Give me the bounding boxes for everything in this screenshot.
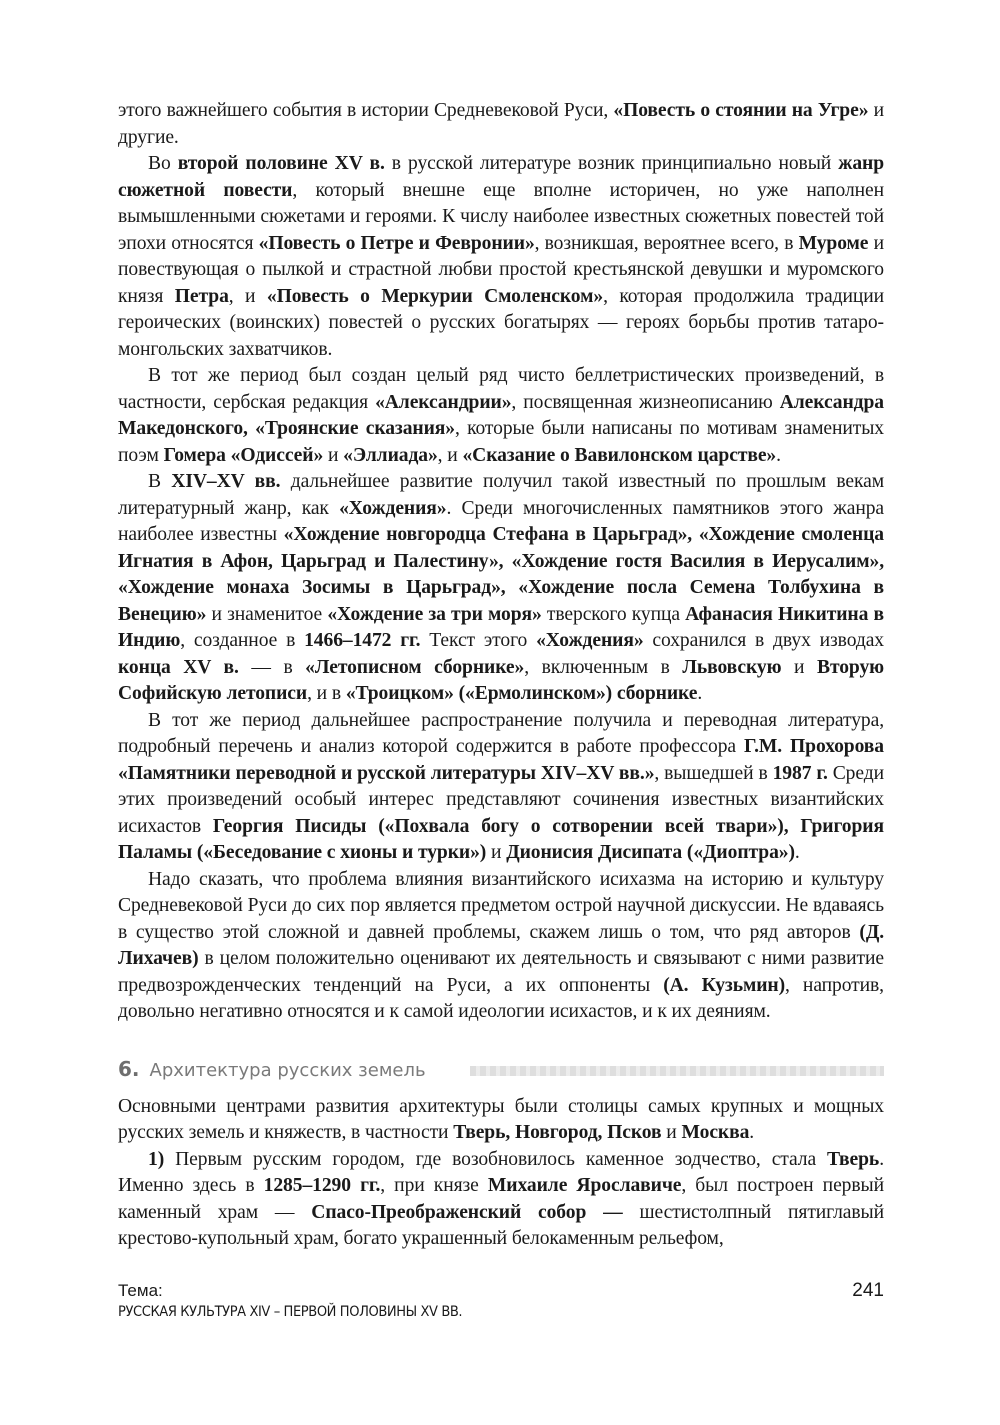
section-title: Архитектура русских земель: [149, 1059, 426, 1081]
bold-run: «Хождения»: [339, 497, 447, 519]
bold-run: Спасо-Преображенский собор —: [311, 1201, 623, 1223]
bold-run: «Эллиада»: [343, 444, 438, 466]
paragraph: [118, 363, 884, 469]
text-run: этого важнейшего события в истории Средневековой Руси,: [118, 100, 614, 121]
text-run: и: [486, 842, 507, 863]
paragraph: [118, 867, 884, 1026]
bold-run: «Повесть о Петре и Февронии»: [258, 232, 535, 254]
paragraph: [118, 98, 884, 151]
bold-run: Вторую Софийскую летописи: [118, 656, 885, 704]
bold-run: Георгия Писиды («Похвала богу о сотворении всей твари»), Григория Паламы («Беседование с хионы и турки»): [118, 815, 884, 863]
text-block-architecture: [118, 1094, 884, 1253]
text-run: .: [749, 1122, 755, 1143]
text-run: В: [148, 471, 172, 492]
bold-run: Львовскую: [682, 656, 782, 678]
text-run: , вышедшей в: [654, 762, 773, 784]
bold-run: Г.М. Прохорова «Памятники переводной и русской литературы XIV–XV вв.»: [118, 736, 884, 784]
bold-run: Дионисия Дисипата («Диоптра»): [506, 842, 795, 863]
text-run: , посвященная жизнеописанию: [511, 391, 780, 413]
text-run: , возникшая, вероятнее всего, в: [534, 232, 799, 254]
paragraph: [118, 151, 884, 363]
paragraph: [118, 1147, 884, 1253]
text-run: , которая продолжила традиции героических (воинских) повестей о русских богатырях — героях борьбы против татаро-монгольских захватчиков.: [118, 285, 884, 360]
section-heading: [118, 1054, 884, 1084]
text-run: , созданное в: [180, 630, 305, 651]
bold-run: Муроме: [798, 232, 869, 254]
text-run: , напротив, довольно негативно относятся и к самой идеологии исихастов, и к их деяниям.: [118, 974, 884, 1022]
bold-run: «Хождение за три моря»: [327, 603, 542, 625]
text-run: .: [776, 444, 781, 466]
page-footer: [118, 1280, 884, 1322]
text-run: Среди этих произведений особый интерес представляют сочинения известных византийских исихастов: [118, 762, 884, 837]
text-run: , при князе: [380, 1175, 488, 1196]
text-run: , был построен первый каменный храм —: [118, 1175, 884, 1223]
bold-run: Михаиле Ярославиче: [487, 1175, 682, 1196]
bold-run: «Троицком» («Ермолинском») сборнике: [345, 683, 698, 704]
bold-run: второй половине XV в.: [177, 153, 385, 174]
paragraph: [118, 1094, 884, 1147]
bold-run: Афанасия Никитина в Индию: [118, 603, 884, 651]
bold-run: «Александрии»: [375, 391, 512, 413]
text-run: , включенным в: [524, 656, 683, 678]
text-run: Надо сказать, что проблема влияния византийского исихазма на историю и культуру Средневековой Руси до сих пор является предметом острой научной дискуссии. Не вдаваясь в существо этой сложной и давней проблемы, скажем лишь о том, что ряд авторов: [118, 868, 884, 943]
bold-run: жанр сюжетной повести: [118, 153, 885, 201]
bold-run: «Хождения»: [536, 630, 644, 651]
text-run: Первым русским городом, где возобновилось каменное зодчество, стала: [164, 1148, 828, 1170]
text-run: В тот же период дальнейшее распространение получила и переводная литература, подробный перечень и анализ которой содержится в работе профессора: [118, 709, 884, 757]
paragraph: [118, 708, 884, 867]
text-run: .: [697, 683, 703, 704]
text-run: — в: [238, 656, 306, 678]
text-run: , и в: [307, 683, 346, 704]
paragraph: [118, 469, 884, 708]
bold-run: 1285–1290 гг.: [263, 1175, 381, 1196]
bold-run: (А. Кузьмин): [663, 974, 785, 996]
bold-run: «Летописном сборнике»: [305, 656, 525, 678]
text-run: , который внешне еще вполне историчен, но уже наполнен вымышленными сюжетами и героями. К числу наиболее известных сюжетных повестей той эпохи относятся: [118, 179, 884, 254]
text-run: и знаменитое: [206, 603, 328, 625]
bold-run: Александра Македонского, «Троянские сказания»: [118, 391, 884, 439]
heading-decoration: [470, 1066, 884, 1076]
bold-run: «Повесть о стоянии на Угре»: [613, 100, 869, 121]
page-body: [118, 98, 884, 1253]
text-run: Во: [148, 153, 178, 174]
bold-run: XIV–XV вв.: [171, 471, 281, 492]
bold-run: «Сказание о Вавилонском царстве»: [462, 444, 777, 466]
bold-run: Тверь, Новгород, Псков: [453, 1122, 662, 1143]
bold-run: «Хождение новгородца Стефана в Царьград», «Хождение смоленца Игнатия в Афон, Царьград и Палестину», «Хождение гостя Василия в Иерусалим», «Хождение монаха Зосимы в Царьград», «Хождение посла Семена Толбухина в Венецию»: [118, 524, 884, 625]
text-run: и: [661, 1122, 682, 1143]
text-run: и другие.: [118, 100, 884, 148]
section-number: 6.: [118, 1056, 140, 1081]
text-run: тверского купца: [541, 603, 686, 625]
text-run: сохранился в двух изводах: [643, 630, 884, 651]
text-run: в русской литературе возник принципиально новый: [384, 153, 839, 174]
bold-run: Гомера «Одиссей»: [163, 444, 324, 466]
bold-run: 1): [148, 1148, 165, 1170]
bold-run: Тверь: [827, 1148, 880, 1170]
bold-run: Петра: [174, 285, 229, 307]
text-run: и: [781, 656, 817, 678]
footer-label: Тема:: [118, 1281, 163, 1300]
text-run: дальнейшее развитие получил такой известный по прошлым векам литературный жанр, как: [118, 471, 884, 519]
bold-run: конца XV в.: [118, 656, 239, 678]
footer-topic: РУССКАЯ КУЛЬТУРА XIV – ПЕРВОЙ ПОЛОВИНЫ XV ВВ.: [118, 1304, 463, 1320]
text-run: шестистолпный пятиглавый крестово-купольный храм, богато украшенный белокаменным рельефом,: [118, 1201, 884, 1249]
text-block-literature: [118, 98, 884, 1026]
text-run: и повествующая о пылкой и страстной любви простой крестьянской девушки и муромского князя: [118, 232, 885, 307]
bold-run: (Д. Лихачев): [118, 921, 884, 969]
text-run: и: [323, 444, 344, 466]
text-run: . Среди многочисленных памятников этого жанра наиболее известны: [118, 497, 884, 545]
text-run: в целом положительно оценивают их деятельность и связывают с ними развитие предвозрожденческих тенденций на Руси, а их оппоненты: [118, 948, 884, 996]
bold-run: «Повесть о Меркурии Смоленском»: [266, 285, 604, 307]
text-run: Основными центрами развития архитектуры были столицы самых крупных и мощных русских земель и княжеств, в частности: [118, 1095, 884, 1143]
page-number: 241: [852, 1280, 884, 1301]
bold-run: 1466–1472 гг.: [304, 630, 421, 651]
text-run: , и: [437, 444, 463, 466]
text-run: , которые были написаны по мотивам знаменитых поэм: [118, 418, 884, 466]
text-run: .: [794, 842, 800, 863]
text-run: . Именно здесь в: [118, 1148, 884, 1196]
bold-run: 1987 г.: [772, 762, 828, 784]
bold-run: Москва: [681, 1122, 750, 1143]
text-run: В тот же период был создан целый ряд чисто беллетристических произведений, в частности, сербская редакция: [118, 365, 884, 413]
text-run: , и: [228, 285, 267, 307]
text-run: Текст этого: [420, 630, 537, 651]
